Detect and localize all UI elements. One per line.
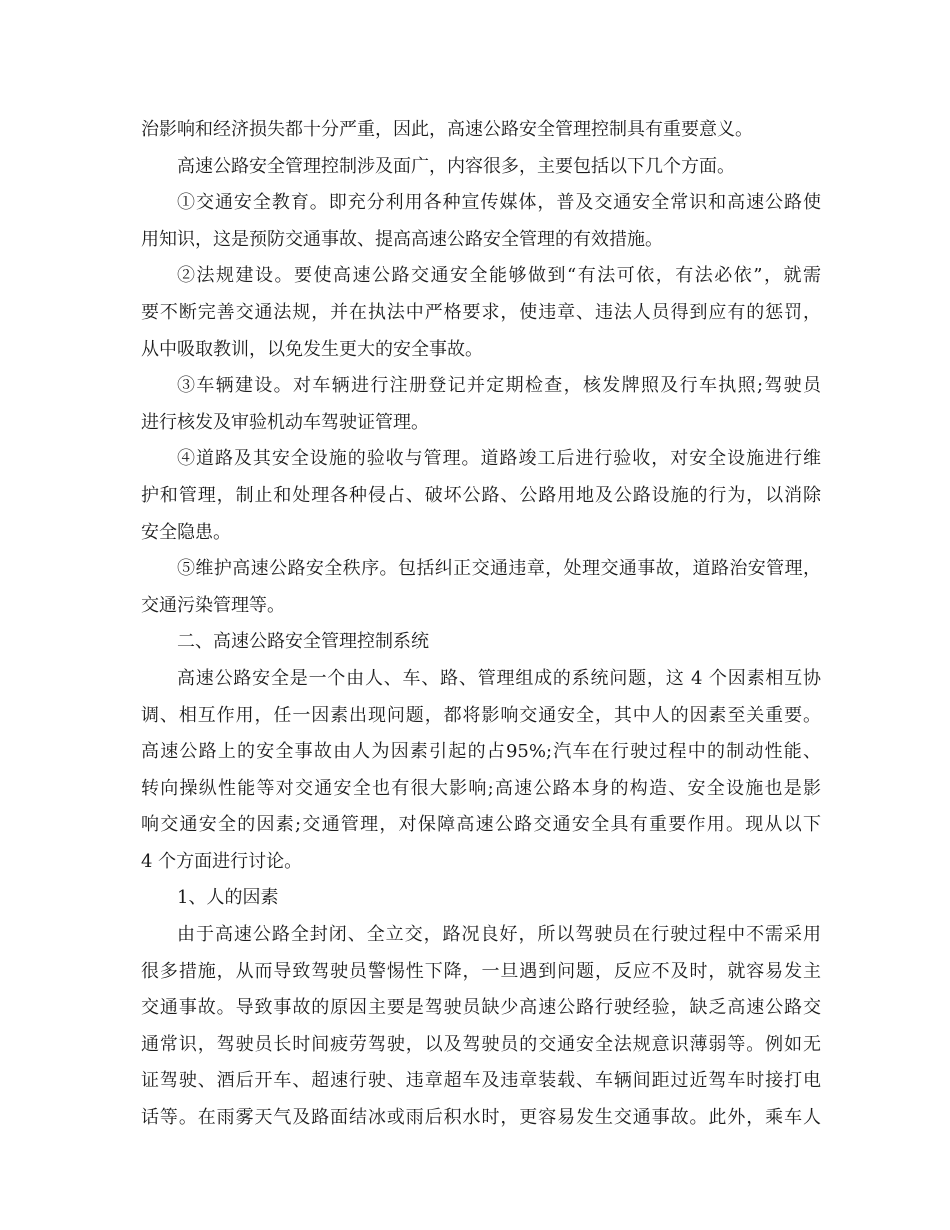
text-line: 用知识，这是预防交通事故、提高高速公路安全管理的有效措施。 <box>141 228 663 250</box>
document-body <box>141 112 821 1137</box>
text-line: 安全隐患。 <box>141 521 231 543</box>
text-line: 高速公路上的安全事故由人为因素引起的占95%;汽车在行驶过程中的制动性能、 <box>141 741 821 763</box>
text-line: 高速公路安全管理控制涉及面广，内容很多，主要包括以下几个方面。 <box>177 155 735 177</box>
text-line: ④道路及其安全设施的验收与管理。道路竣工后进行验收，对安全设施进行维 <box>177 448 821 470</box>
text-line: 交通污染管理等。 <box>141 594 285 616</box>
text-line: ②法规建设。要使高速公路交通安全能够做到“有法可依，有法必依”，就需 <box>177 265 821 287</box>
text-line: ③车辆建设。对车辆进行注册登记并定期检查，核发牌照及行车执照;驾驶员 <box>177 375 821 397</box>
text-line: ⑤维护高速公路安全秩序。包括纠正交通违章，处理交通事故，道路治安管理， <box>177 558 821 580</box>
text-line: 进行核发及审验机动车驾驶证管理。 <box>141 411 429 433</box>
text-line: 由于高速公路全封闭、全立交，路况良好，所以驾驶员在行驶过程中不需采用 <box>177 924 821 946</box>
text-line: 护和管理，制止和处理各种侵占、破坏公路、公路用地及公路设施的行为，以消除 <box>141 484 821 506</box>
text-line: 很多措施，从而导致驾驶员警惕性下降，一旦遇到问题，反应不及时，就容易发主 <box>141 960 821 982</box>
text-line: 转向操纵性能等对交通安全也有很大影响;高速公路本身的构造、安全设施也是影 <box>141 777 821 799</box>
text-line: ①交通安全教育。即充分利用各种宣传媒体，普及交通安全常识和高速公路使 <box>177 192 821 214</box>
section-heading: 二、高速公路安全管理控制系统 <box>177 631 429 653</box>
text-line: 4 个方面进行讨论。 <box>141 850 303 872</box>
text-line: 治影响和经济损失都十分严重，因此，高速公路安全管理控制具有重要意义。 <box>141 119 753 140</box>
text-line: 证驾驶、酒后开车、超速行驶、违章超车及违章装载、车辆间距过近驾车时接打电 <box>141 1070 821 1092</box>
text-line: 通常识，驾驶员长时间疲劳驾驶，以及驾驶员的交通安全法规意识薄弱等。例如无 <box>141 1033 821 1055</box>
text-line: 响交通安全的因素;交通管理，对保障高速公路交通安全具有重要作用。现从以下 <box>141 814 821 836</box>
text-line: 从中吸取教训，以免发生更大的安全事故。 <box>141 338 483 360</box>
subsection-heading: 1、人的因素 <box>177 887 279 909</box>
text-line: 要不断完善交通法规，并在执法中严格要求，使违章、违法人员得到应有的惩罚， <box>141 301 821 323</box>
text-line: 调、相互作用，任一因素出现问题，都将影响交通安全，其中人的因素至关重要。 <box>141 704 821 726</box>
text-line: 话等。在雨雾天气及路面结冰或雨后积水时，更容易发生交通事故。此外，乘车人 <box>141 1107 821 1129</box>
text-line: 高速公路安全是一个由人、车、路、管理组成的系统问题，这 4 个因素相互协 <box>177 667 821 689</box>
text-line: 交通事故。导致事故的原因主要是驾驶员缺少高速公路行驶经验，缺乏高速公路交 <box>141 997 821 1019</box>
